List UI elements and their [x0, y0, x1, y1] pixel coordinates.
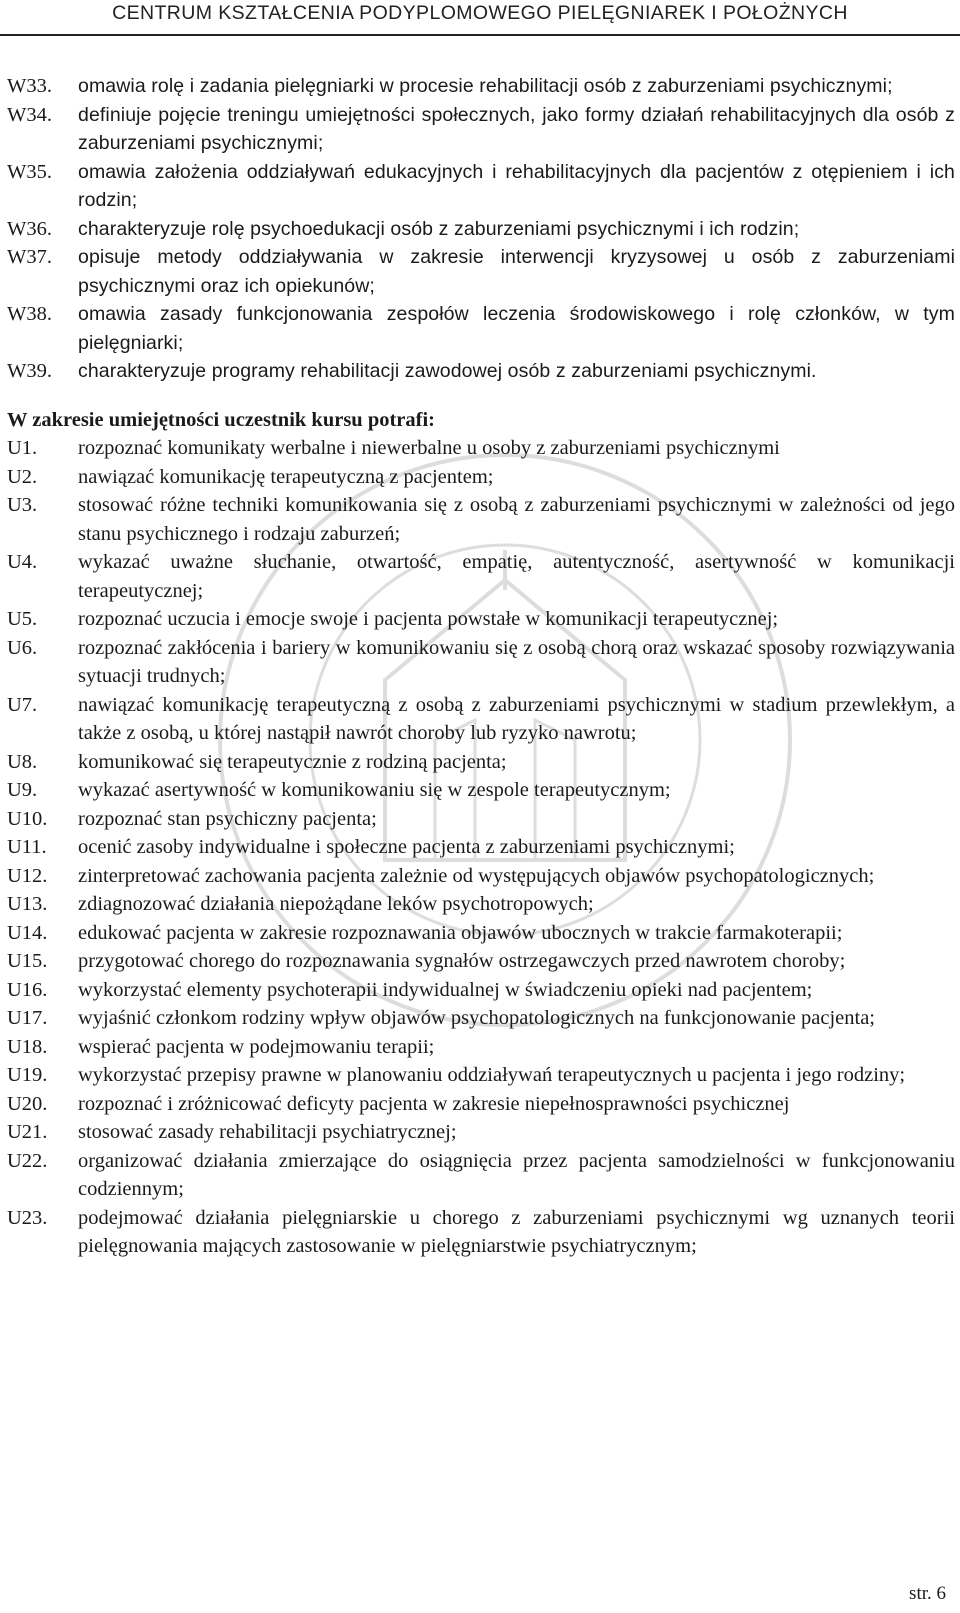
outcome-text: rozpoznać i zróżnicować deficyty pacjenta w zakresie niepełnosprawności psychicznej [78, 1092, 790, 1115]
outcome-item [7, 300, 955, 357]
knowledge-outcomes-list [7, 72, 955, 386]
outcome-item [7, 1118, 955, 1147]
outcome-code: U5. [7, 608, 38, 630]
outcome-code: U7. [7, 693, 38, 716]
outcome-text: rozpoznać zakłócenia i bariery w komunikowaniu się z osobą chorą oraz wskazać sposoby rozwiązywania sytuacji trudnych; [78, 636, 955, 687]
outcome-item [7, 862, 955, 891]
outcome-code: W33. [7, 75, 52, 97]
outcome-text: przygotować chorego do rozpoznawania sygnałów ostrzegawczych przed nawrotem choroby; [78, 950, 846, 972]
outcome-item [7, 605, 955, 634]
outcome-text: organizować działania zmierzające do osiągnięcia przez pacjenta samodzielności w funkcjonowaniu codziennym; [78, 1149, 955, 1200]
outcome-code: U17. [7, 1007, 48, 1029]
outcome-code: U3. [7, 494, 38, 516]
outcome-code: U14. [7, 921, 48, 944]
outcome-text: podejmować działania pielęgniarskie u chorego z zaburzeniami psychicznymi wg uznanych teorii pielęgnowania mających zastosowanie w pielęgniarstwie psychiatrycznym; [78, 1206, 955, 1257]
outcome-code: W36. [7, 217, 52, 240]
outcome-text: stosować różne techniki komunikowania się z osobą z zaburzeniami psychicznymi w zależności od jego stanu psychicznego i rodzaju zaburzeń; [78, 494, 955, 545]
outcome-item [7, 947, 955, 976]
outcome-code: W39. [7, 360, 52, 382]
outcome-code: W37. [7, 246, 52, 268]
outcome-code: U2. [7, 465, 38, 488]
outcome-item [7, 833, 955, 862]
outcome-text: nawiązać komunikację terapeutyczną z osobą z zaburzeniami psychicznymi w stadium przewlekłym, a także z osobą, u której nastąpił nawrót choroby lub ryzyko nawrotu; [78, 693, 955, 744]
outcome-text: wyjaśnić członkom rodziny wpływ objawów psychopatologicznych na funkcjonowanie pacjenta; [78, 1007, 875, 1029]
outcome-code: W35. [7, 160, 52, 183]
outcome-text: rozpoznać uczucia i emocje swoje i pacjenta powstałe w komunikacji terapeutycznej; [78, 608, 779, 630]
outcome-item [7, 1004, 955, 1033]
outcome-code: U9. [7, 779, 38, 801]
outcome-text: zinterpretować zachowania pacjenta zależnie od występujących objawów psychopatologicznych; [78, 864, 875, 887]
outcome-item [7, 1090, 955, 1119]
outcome-text: opisuje metody oddziaływania w zakresie interwencji kryzysowej u osób z zaburzeniami psychicznymi oraz ich opiekunów; [78, 246, 955, 297]
outcome-code: U4. [7, 551, 38, 573]
outcome-text: wykorzystać przepisy prawne w planowaniu oddziaływań terapeutycznych u pacjenta i jego rodziny; [78, 1064, 906, 1086]
outcome-item [7, 776, 955, 805]
outcome-code: W34. [7, 103, 52, 126]
outcome-item [7, 72, 955, 101]
outcome-text: charakteryzuje programy rehabilitacji zawodowej osób z zaburzeniami psychicznymi. [78, 360, 817, 382]
outcome-code: U11. [7, 836, 47, 858]
outcome-code: U19. [7, 1064, 48, 1086]
outcome-code: U15. [7, 950, 48, 972]
outcome-text: charakteryzuje rolę psychoedukacji osób z zaburzeniami psychicznymi i ich rodzin; [78, 217, 800, 240]
outcome-item [7, 548, 955, 605]
outcome-item [7, 101, 955, 158]
outcome-code: U20. [7, 1092, 48, 1115]
outcome-code: U16. [7, 978, 48, 1001]
outcome-text: edukować pacjenta w zakresie rozpoznawania objawów ubocznych w trakcie farmakoterapii; [78, 921, 843, 944]
outcome-text: wykorzystać elementy psychoterapii indywidualnej w świadczeniu opieki nad pacjentem; [78, 978, 813, 1001]
outcome-item [7, 434, 955, 463]
outcome-text: stosować zasady rehabilitacji psychiatrycznej; [78, 1121, 457, 1143]
outcome-code: U23. [7, 1206, 48, 1229]
outcome-item [7, 634, 955, 691]
page-number: str. 6 [909, 1583, 946, 1604]
document-header: CENTRUM KSZTAŁCENIA PODYPLOMOWEGO PIELĘGNIAREK I POŁOŻNYCH [112, 2, 848, 24]
outcome-text: omawia zasady funkcjonowania zespołów leczenia środowiskowego i rolę członków, w tym pielęgniarki; [78, 303, 955, 354]
outcome-item [7, 158, 955, 215]
skills-outcomes-list [7, 434, 955, 1261]
outcome-text: zdiagnozować działania niepożądane leków psychotropowych; [78, 893, 594, 915]
outcome-item [7, 976, 955, 1005]
outcome-text: komunikować się terapeutycznie z rodziną pacjenta; [78, 750, 507, 773]
outcome-item [7, 748, 955, 777]
outcome-item [7, 1204, 955, 1261]
outcome-text: omawia założenia oddziaływań edukacyjnych i rehabilitacyjnych dla pacjentów z otępieniem i ich rodzin; [78, 160, 955, 211]
outcome-item [7, 919, 955, 948]
outcome-code: U18. [7, 1035, 48, 1058]
outcome-text: nawiązać komunikację terapeutyczną z pacjentem; [78, 465, 494, 488]
outcome-item [7, 805, 955, 834]
outcome-item [7, 1061, 955, 1090]
header-rule [0, 34, 960, 36]
outcome-code: U1. [7, 437, 38, 459]
outcome-item [7, 243, 955, 300]
outcome-text: wykazać asertywność w komunikowaniu się w zespole terapeutycznym; [78, 779, 671, 801]
outcome-item [7, 691, 955, 748]
outcome-code: U12. [7, 864, 48, 887]
outcome-item [7, 1147, 955, 1204]
outcome-text: wspierać pacjenta w podejmowaniu terapii; [78, 1035, 435, 1058]
learning-outcomes [7, 72, 955, 1261]
outcome-code: U6. [7, 636, 38, 659]
outcome-item [7, 463, 955, 492]
outcome-code: W38. [7, 303, 52, 325]
outcome-item [7, 1033, 955, 1062]
outcome-code: U8. [7, 750, 38, 773]
outcome-item [7, 491, 955, 548]
outcome-text: ocenić zasoby indywidualne i społeczne pacjenta z zaburzeniami psychicznymi; [78, 836, 735, 858]
outcome-text: omawia rolę i zadania pielęgniarki w procesie rehabilitacji osób z zaburzeniami psychicznymi; [78, 75, 893, 97]
outcome-code: U10. [7, 807, 48, 830]
outcome-text: wykazać uważne słuchanie, otwartość, empatię, autentyczność, asertywność w komunikacji terapeutycznej; [78, 551, 955, 602]
outcome-item [7, 215, 955, 244]
outcome-item [7, 357, 955, 386]
outcome-item [7, 890, 955, 919]
outcome-code: U13. [7, 893, 48, 915]
outcome-code: U21. [7, 1121, 48, 1143]
outcome-text: definiuje pojęcie treningu umiejętności społecznych, jako formy działań rehabilitacyjnych dla osób z zaburzeniami psychicznymi; [78, 103, 955, 154]
outcome-text: rozpoznać stan psychiczny pacjenta; [78, 807, 377, 830]
outcome-text: rozpoznać komunikaty werbalne i niewerbalne u osoby z zaburzeniami psychicznymi [78, 437, 780, 459]
skills-heading: W zakresie umiejętności uczestnik kursu potrafi: [7, 408, 436, 431]
outcome-code: U22. [7, 1149, 48, 1172]
